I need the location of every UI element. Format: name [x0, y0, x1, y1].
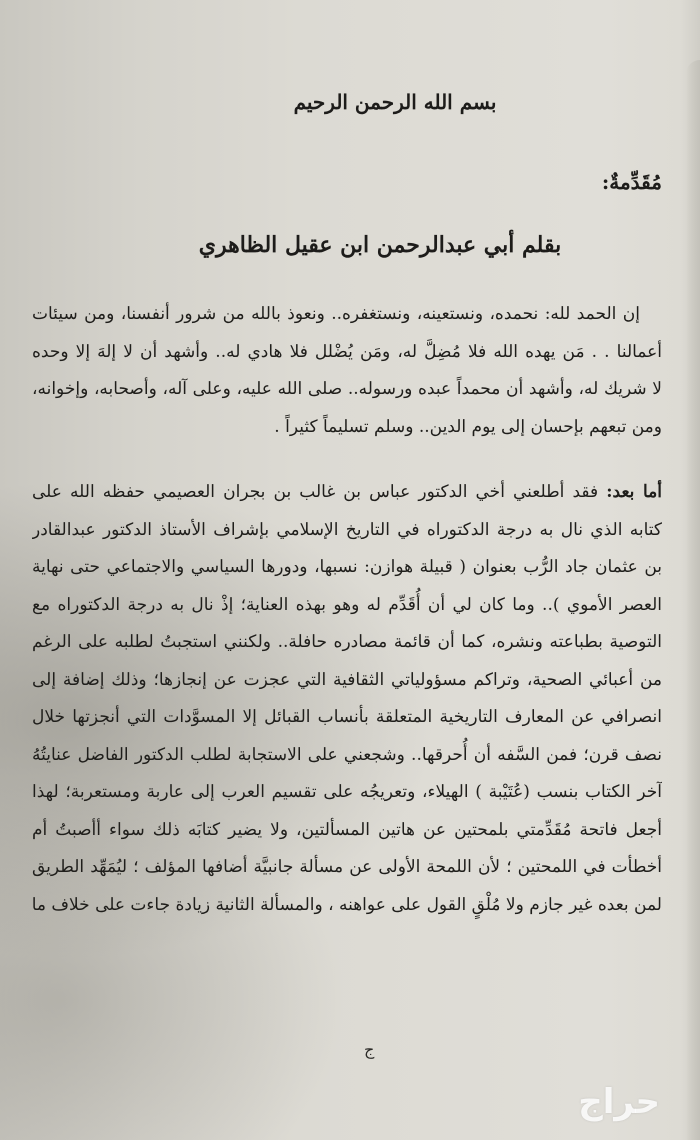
- text-line: بن عثمان جاد الرُّب بعنوان ( قبيلة هوازن: نسبها، ودورها السياسي والاجتماعي حتى نهاية: [32, 557, 662, 577]
- page-edge: [686, 60, 700, 1140]
- text-line: لا شريك له، وأشهد أن محمداً عبده ورسوله.. صلى الله عليه، وعلى آله، وأصحابه، وإخوانه،: [32, 379, 662, 399]
- text-line: التوصية بطباعته ونشره، كما أن قائمة مصادره حافلة.. ولكنني استجبتُ لطلبه على الرغم: [32, 632, 662, 652]
- text-line: أجعل فاتحة مُقَدِّمتي بلمحتين عن هاتين المسألتين، ولا يضير كتابَه ذلك سواء أأصبتُ أم: [32, 819, 662, 840]
- text-line: كتابه الذي نال به درجة الدكتوراه في التاريخ الإسلامي بإشراف الأستاذ الدكتور عبدالقادر: [32, 519, 662, 540]
- paragraph-main: [32, 474, 662, 924]
- paragraph-lead: أما بعد:: [606, 482, 662, 502]
- text-line: إن الحمد لله: نحمده، ونستعينه، ونستغفره.. ونعوذ بالله من شرور أنفسنا، ومن سيئات: [32, 304, 640, 324]
- text-line: أخطأت في اللمحتين ؛ لأن اللمحة الأولى عن مسألة جانبيَّة أضافها المؤلف ؛ ليُمَهِّد الطريق: [32, 857, 662, 877]
- page-number: ج: [364, 1040, 375, 1059]
- text-line: انصرافي عن المعارف التاريخية المتعلقة بأنساب القبائل إلا المسوَّدات التي أنجزتها خلال: [32, 707, 662, 727]
- paragraph-opening: [32, 296, 662, 446]
- text-line: العصر الأموي ).. وما كان لي أن أُقَدِّم له وهو بهذه العناية؛ إذْ نال به درجة الدكتوراه مع: [32, 594, 662, 615]
- text-line: نصف قرن؛ فمن السَّفه أن أُحرقها.. وشجعني على الاستجابة لطلب الدكتور الفاضل عنايتُهُ: [32, 744, 662, 765]
- text-line-content: فقد أطلعني أخي الدكتور عباس بن غالب بن بجران العصيمي حفظه الله على: [32, 482, 599, 502]
- text-line: [32, 474, 662, 512]
- section-heading-introduction: مُقَدِّمةٌ:: [601, 170, 662, 194]
- text-line: أعمالنا . . مَن يهده الله فلا مُضِلَّ له، ومَن يُضْلل فلا هادي له.. وأشهد أن لا إلهَ إلا وحده: [32, 341, 662, 362]
- text-line: لمن بعده غير جازم ولا مُلْقٍ القول على عواهنه ، والمسألة الثانية زيادة جاءت على خلاف ما: [32, 894, 662, 915]
- watermark-logo: حراج: [578, 1082, 660, 1122]
- author-byline: بقلم أبي عبدالرحمن ابن عقيل الظاهري: [198, 232, 562, 258]
- text-line: من أعبائي الصحية، وتراكم مسؤولياتي الثقافية التي عجزت عن إنجازها؛ وذلك إضافة إلى: [32, 669, 662, 690]
- basmala-heading: بسم الله الرحمن الرحيم: [293, 90, 497, 114]
- text-line: آخر الكتاب بنسب (عُتَيْبة ) الهيلاء، وتعريجُه على تقسيم العرب إلى عاربة ومستعربة؛ لهذا: [32, 782, 662, 802]
- text-line: ومن تبعهم بإحسان إلى يوم الدين.. وسلم تسليماً كثيراً .: [274, 416, 662, 437]
